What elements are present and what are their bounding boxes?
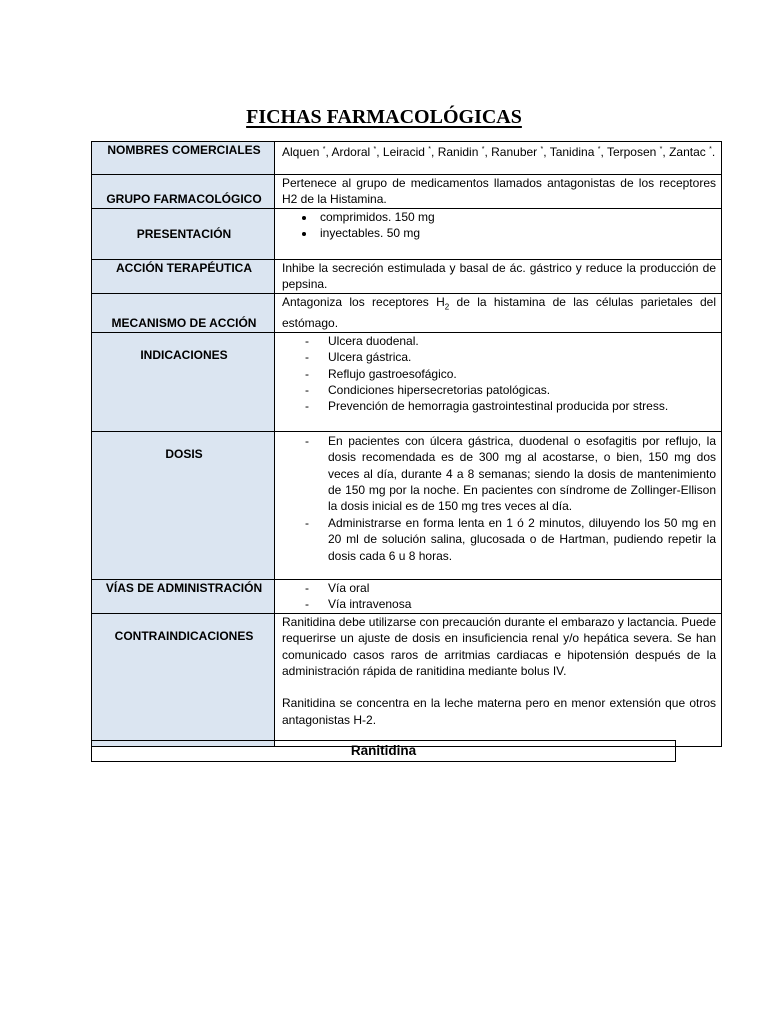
brand-name: Ranidin: [437, 145, 479, 159]
row-nombres-comerciales: [92, 142, 722, 175]
label-mecanismo-de-accion: MECANISMO DE ACCIÓN: [92, 293, 275, 332]
drug-sheet-table: [91, 141, 722, 747]
list-item: - Vía oral: [282, 580, 716, 596]
label-grupo-farmacologico: GRUPO FARMACOLÓGICO: [92, 175, 275, 209]
row-accion-terapeutica: [92, 259, 722, 293]
list-item: - En pacientes con úlcera gástrica, duodenal o esofagitis por reflujo, la dosis recomendada es de 300 mg al acostarse, o bien, 150 mg dos veces al día, durante 4 a 8 semanas; siendo la dosis de mantenimiento de 150 mg por la noche. En pacientes con síndrome de Zollinger-Ellison la dosis inicial es de 150 mg tres veces al día.: [282, 433, 716, 515]
brand-name: Terposen: [606, 145, 657, 159]
mecanismo-text: [275, 293, 722, 332]
row-contraindicaciones: [92, 613, 722, 746]
brand-name: Tanidina: [549, 145, 595, 159]
list-item: - Condiciones hipersecretorias patológicas.: [282, 382, 716, 398]
vias-list: [282, 580, 716, 613]
label-contraindicaciones: [92, 613, 275, 746]
brand-name: Ardoral: [331, 145, 371, 159]
dosis-list: [282, 433, 716, 564]
trademark-mark: *: [597, 146, 601, 153]
list-item: • comprimidos. 150 mg: [316, 209, 716, 225]
page-title-text: FICHAS FARMACOLÓGICAS: [246, 106, 522, 128]
trademark-mark: *: [428, 146, 432, 153]
list-item: - Administrarse en forma lenta en 1 ó 2 minutos, diluyendo los 50 mg en 20 ml de solución salina, glucosada o de Hartman, pudiendo repetir la dosis cada 6 u 8 horas.: [282, 515, 716, 564]
label-presentacion: PRESENTACIÓN: [92, 208, 275, 259]
presentacion-list: [282, 209, 716, 242]
brand-name: Leiracid: [382, 145, 425, 159]
label-nombres-comerciales: NOMBRES COMERCIALES: [92, 142, 275, 175]
trademark-mark: *: [540, 146, 544, 153]
row-indicaciones: [92, 332, 722, 431]
contraindicaciones-paragraph: Ranitidina se concentra en la leche materna pero en menor extensión que otros antagonistas H-2.: [282, 696, 716, 727]
mecanismo-text-before: Antagoniza los receptores H: [282, 294, 445, 309]
list-item: - Ulcera duodenal.: [282, 333, 716, 349]
accion-text: Inhibe la secreción estimulada y basal de ác. gástrico y reduce la producción de pepsina.: [275, 259, 722, 293]
list-item: - Vía intravenosa: [282, 596, 716, 612]
trademark-mark: *: [481, 146, 485, 153]
list-item: - Reflujo gastroesofágico.: [282, 366, 716, 382]
indicaciones-cell: [275, 332, 722, 431]
label-indicaciones-text: INDICACIONES: [140, 347, 228, 362]
list-item: - Ulcera gástrica.: [282, 349, 716, 365]
presentacion-cell: [275, 208, 722, 259]
brand-name: Zantac: [669, 145, 706, 159]
trademark-mark: *: [322, 146, 326, 153]
drug-name-caption: Ranitidina: [91, 740, 676, 762]
contraindicaciones-paragraph: Ranitidina debe utilizarse con precaución durante el embarazo y lactancia. Puede requerirse un ajuste de dosis en insuficiencia renal y/o hepática severa. Se han comunicado casos raros de arritmias cardiacas e hipotensión después de la administración rápida de ranitidina mediante bolus IV.: [282, 614, 716, 679]
label-contraindicaciones-text: CONTRAINDICACIONES: [114, 628, 254, 643]
label-dosis: [92, 431, 275, 579]
label-vias-de-administracion: VÍAS DE ADMINISTRACIÓN: [92, 579, 275, 613]
row-grupo-farmacologico: [92, 175, 722, 209]
row-dosis: [92, 431, 722, 579]
label-dosis-text: DOSIS: [165, 446, 203, 461]
brand-name: Ranuber: [491, 145, 538, 159]
page-title: [0, 104, 768, 130]
list-item: - Prevención de hemorragia gastrointestinal producida por stress.: [282, 398, 716, 414]
trademark-mark: *: [373, 146, 377, 153]
dosis-cell: [275, 431, 722, 579]
mecanismo-text-after: de la histamina de las células parietales del estómago.: [282, 294, 716, 331]
list-item: • inyectables. 50 mg: [316, 225, 716, 241]
brand-names-list: Alquen *, Ardoral *, Leiracid *, Ranidin *, Ranuber *, Tanidina *, Terposen *, Zantac *.: [275, 142, 722, 175]
trademark-mark: *: [659, 146, 663, 153]
contraindicaciones-cell: [275, 613, 722, 746]
row-mecanismo-de-accion: [92, 293, 722, 332]
vias-cell: [275, 579, 722, 613]
label-accion-terapeutica: ACCIÓN TERAPÉUTICA: [92, 259, 275, 293]
indicaciones-list: [282, 333, 716, 415]
row-presentacion: [92, 208, 722, 259]
label-indicaciones: [92, 332, 275, 431]
brand-name: Alquen: [282, 145, 320, 159]
grupo-text: Pertenece al grupo de medicamentos llamados antagonistas de los receptores H2 de la Histamina.: [275, 175, 722, 209]
mecanismo-subscript: 2: [444, 302, 450, 312]
trademark-mark: *: [709, 146, 712, 153]
row-vias-de-administracion: [92, 579, 722, 613]
